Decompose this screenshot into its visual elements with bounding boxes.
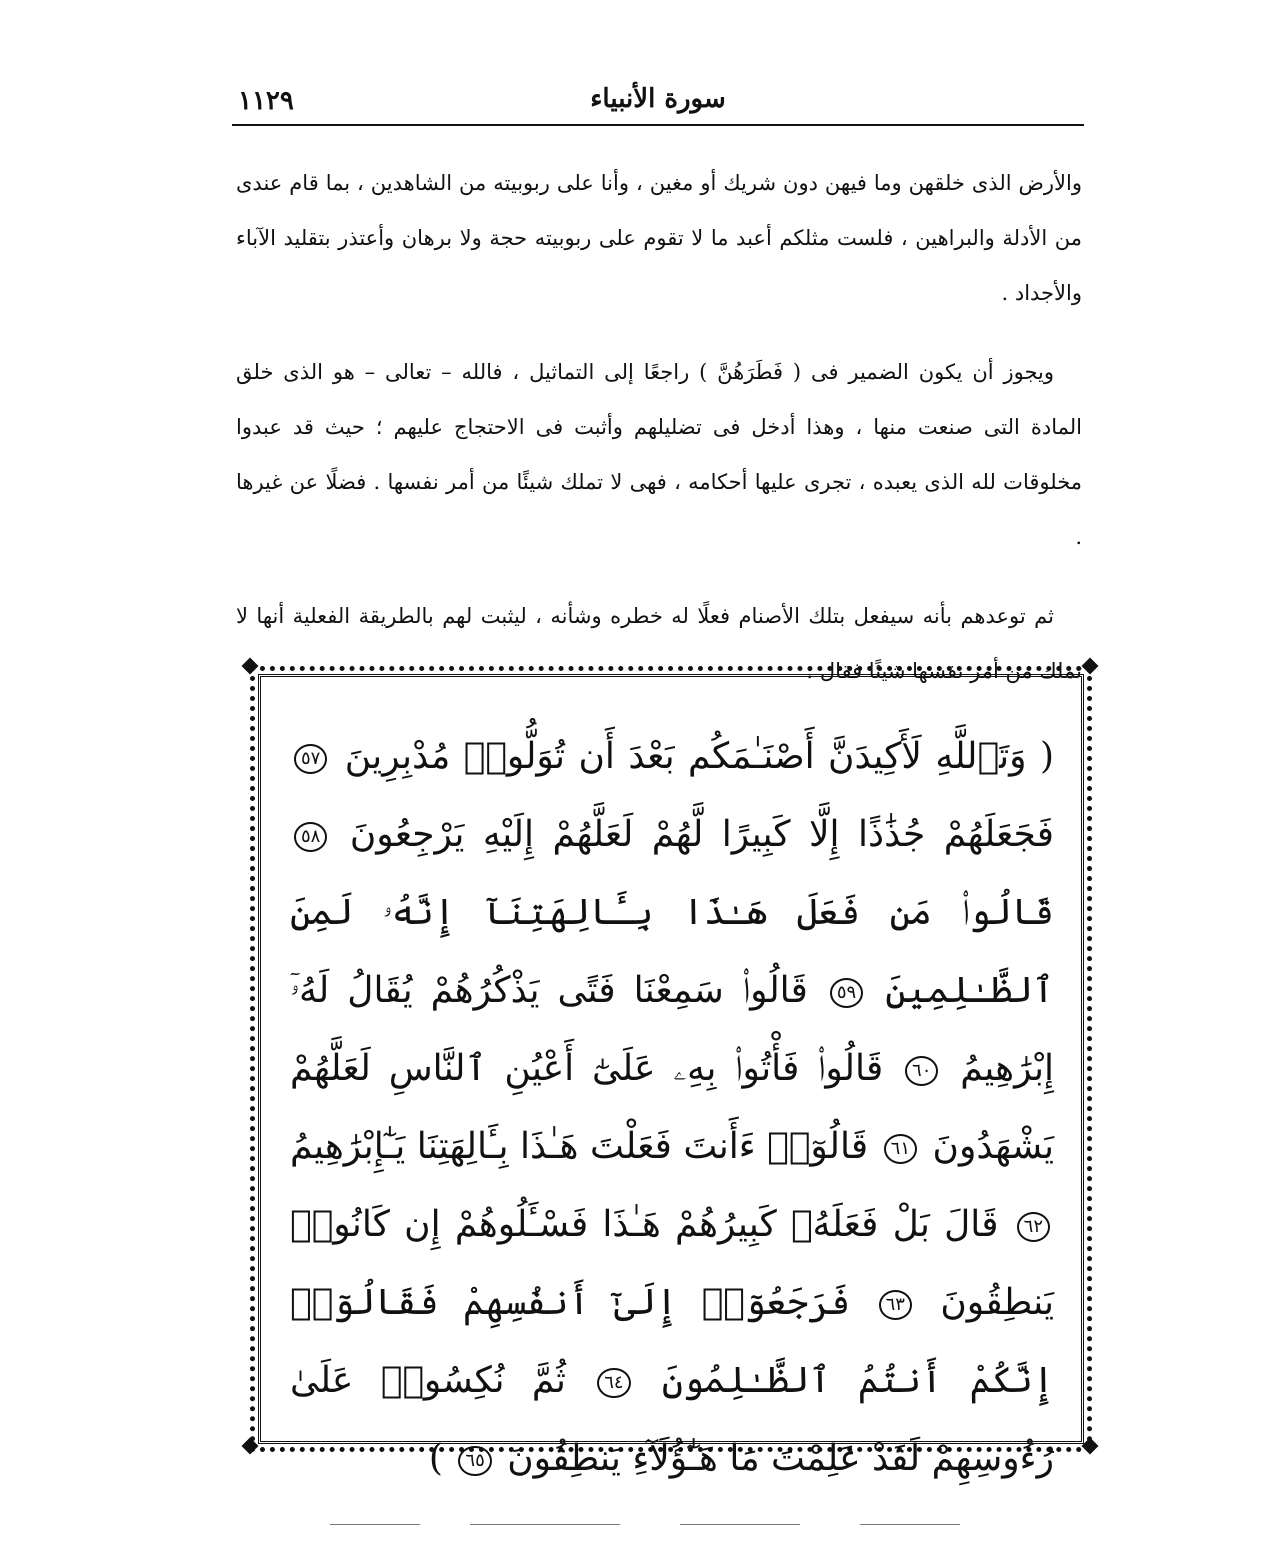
verse-text: ثُمَّ نُكِسُوا۟ عَلَىٰ رُءُوسِهِمْ لَقَدْ عَلِمْتَ مَا هَـٰٓؤُلَآءِ يَنطِقُونَ (290, 1360, 1054, 1479)
verse-text: قَالُوا۟ فَأْتُوا۟ بِهِۦ عَلَىٰٓ أَعْيُنِ ٱلنَّاسِ لَعَلَّهُمْ يَشْهَدُونَ (290, 1048, 1054, 1167)
verse-text: قَالُوٓا۟ ءَأَنتَ فَعَلْتَ هَـٰذَا بِـَٔالِهَتِنَا يَـٰٓإِبْرَٰهِيمُ (290, 1126, 869, 1167)
quran-verses (290, 718, 1054, 1498)
scan-mark (680, 1524, 800, 1525)
paragraph: ويجوز أن يكون الضمير فى ( فَطَرَهُنَّ ) راجعًا إلى التماثيل ، فالله – تعالى – هو الذى خلق المادة التى صنعت منها ، وهذا أدخل فى تضليلهم وأثبت فى الاحتجاج عليهم ؛ حيث قد عبدوا مخلوقات لله الذى يعبده ، تجرى عليها أحكامه ، فهى لا تملك شيئًا من أمر نفسها . فضلًا عن غيرها . (236, 360, 1082, 549)
ayah-number: ٦٤ (597, 1368, 630, 1398)
verse-open-paren: ( (1039, 736, 1054, 777)
paragraph: والأرض الذى خلقهن وما فيهن دون شريك أو مغين ، وأنا على ربوبيته من الشاهدين ، بما قام عندى من الأدلة والبراهين ، فلست مثلكم أعبد ما لا تقوم على ربوبيته حجة ولا برهان وأعتذر بتقليد الآباء والأجداد . (236, 171, 1082, 305)
verse-text: فَجَعَلَهُمْ جُذَٰذًا إِلَّا كَبِيرًا لَّهُمْ لَعَلَّهُمْ إِلَيْهِ يَرْجِعُونَ (349, 814, 1054, 855)
verse-text: فَرَجَعُوٓا۟ إِلَىٰٓ أَنفُسِهِمْ فَقَالُوٓا۟ إِنَّكُمْ أَنتُمُ ٱلظَّـٰلِمُونَ (290, 1282, 1055, 1401)
ayah-number: ٦٣ (879, 1290, 912, 1320)
page-number: ١١٢٩ (238, 86, 294, 116)
ayah-number: ٦٥ (458, 1446, 491, 1476)
verse-text: وَتَٱللَّهِ لَأَكِيدَنَّ أَصْنَـٰمَكُم بَعْدَ أَن تُوَلُّوا۟ مُدْبِرِينَ (344, 736, 1027, 777)
page-header (232, 84, 1084, 124)
ayah-number: ٥٧ (294, 744, 327, 774)
ayah-number: ٥٩ (830, 978, 863, 1008)
verse-text: قَالُوا۟ سَمِعْنَا فَتًى يَذْكُرُهُمْ يُقَالُ لَهُۥٓ إِبْرَٰهِيمُ (290, 970, 1054, 1089)
ayah-number: ٦٢ (1017, 1212, 1050, 1242)
ayah-number: ٦١ (884, 1134, 917, 1164)
paragraph: ثم توعدهم بأنه سيفعل بتلك الأصنام فعلًا له خطره وشأنه ، ليثبت لهم بالطريقة الفعلية أنها لا تملك من أمر نفسها شيئًا فقال : (236, 604, 1082, 683)
commentary-text (236, 156, 1082, 723)
scan-mark (860, 1524, 960, 1525)
scan-mark (330, 1524, 420, 1525)
verse-text: قَالَ بَلْ فَعَلَهُۥ كَبِيرُهُمْ هَـٰذَا فَسْـَٔلُوهُمْ إِن كَانُوا۟ يَنطِقُونَ (290, 1204, 1054, 1323)
ayah-number: ٦٠ (905, 1056, 938, 1086)
scan-mark (470, 1524, 620, 1525)
ayah-number: ٥٨ (294, 822, 327, 852)
header-rule (232, 124, 1084, 126)
verse-close-paren: ) (428, 1438, 443, 1479)
surah-title: سورة الأنبياء (590, 84, 726, 114)
verse-text: قَالُوا۟ مَن فَعَلَ هَـٰذَا بِـَٔالِهَتِنَآ إِنَّهُۥ لَمِنَ ٱلظَّـٰلِمِينَ (290, 892, 1054, 1011)
